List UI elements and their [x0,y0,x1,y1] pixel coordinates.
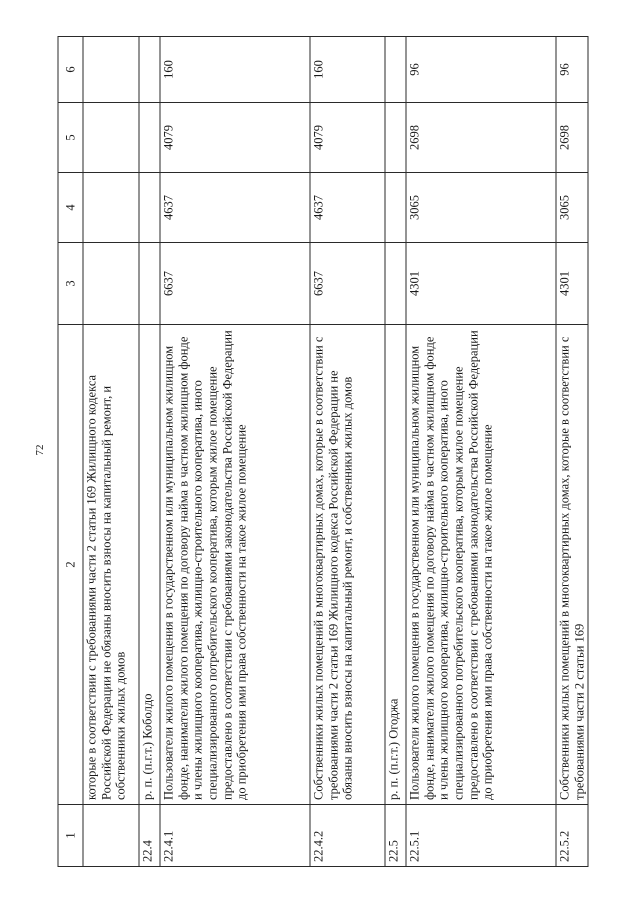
value-cell [139,103,160,173]
value-cell: 96 [406,37,556,103]
row-description: р. п. (п.г.т.) Огоджа [385,325,406,805]
value-cell: 160 [310,37,385,103]
table-row [385,37,406,867]
column-header: 6 [58,37,83,103]
column-header: 4 [58,173,83,243]
value-cell [83,103,139,173]
value-cell [83,37,139,103]
column-header: 2 [58,325,83,805]
value-cell: 4637 [310,173,385,243]
column-header: 3 [58,243,83,325]
value-cell [139,243,160,325]
row-code: 22.4 [139,805,160,867]
column-header: 5 [58,103,83,173]
value-cell: 6637 [160,243,310,325]
value-cell: 160 [160,37,310,103]
table-row [556,37,588,867]
value-cell: 2698 [556,103,588,173]
table-row [160,37,310,867]
table-row [139,37,160,867]
row-description: Пользователи жилого помещения в государственном или муниципальном жилищном фонде, наниматели жилого помещения по договору найма в частном жилищном фонде и члены жилищного кооператива, жилищно-строительного кооператива, иного специализированного потребительского кооператива, которым жилое помещение предоставлено в соответствии с требованиями законодательства Российской Федерации до приобретения ими права собственности на такое жилое помещение [406,325,556,805]
value-cell: 4301 [556,243,588,325]
table-row [406,37,556,867]
row-code: 22.5 [385,805,406,867]
table-header-row [58,37,83,867]
value-cell: 4301 [406,243,556,325]
column-header: 1 [58,805,83,867]
row-description: р. п. (п.г.т.) Коболдо [139,325,160,805]
value-cell [385,103,406,173]
value-cell: 4079 [310,103,385,173]
value-cell: 6637 [310,243,385,325]
value-cell [385,243,406,325]
value-cell [83,243,139,325]
row-description: Пользователи жилого помещения в государственном или муниципальном жилищном фонде, наниматели жилого помещения по договору найма в частном жилищном фонде и члены жилищного кооператива, жилищно-строительного кооператива, иного специализированного потребительского кооператива, которым жилое помещение предоставлено в соответствии с требованиями законодательства Российской Федерации до приобретения ими права собственности на такое жилое помещение [160,325,310,805]
row-code: 22.5.1 [406,805,556,867]
table-row [83,37,139,867]
rotated-page [58,37,587,867]
value-cell [139,37,160,103]
row-code: 22.5.2 [556,805,588,867]
row-code [83,805,139,867]
value-cell: 96 [556,37,588,103]
value-cell [139,173,160,243]
value-cell [83,173,139,243]
value-cell [385,173,406,243]
row-description: которые в соответствии с требованиями части 2 статьи 169 Жилищного кодекса Российской Федерации не обязаны вносить взносы на капитальный ремонт, и собственники жилых домов [83,325,139,805]
page-number: 72 [34,444,46,456]
table-row [310,37,385,867]
value-cell: 3065 [406,173,556,243]
row-code: 22.4.2 [310,805,385,867]
tariff-table [58,36,589,867]
value-cell: 2698 [406,103,556,173]
row-code: 22.4.1 [160,805,310,867]
value-cell [385,37,406,103]
value-cell: 4079 [160,103,310,173]
value-cell: 3065 [556,173,588,243]
row-description: Собственники жилых помещений в многоквартирных домах, которые в соответствии с требованиями части 2 статьи 169 Жилищного кодекса Российской Федерации не обязаны вносить взносы на капитальный ремонт, и собственники жилых домов [310,325,385,805]
value-cell: 4637 [160,173,310,243]
row-description: Собственники жилых помещений в многоквартирных домах, которые в соответствии с требованиями части 2 статьи 169 [556,325,588,805]
